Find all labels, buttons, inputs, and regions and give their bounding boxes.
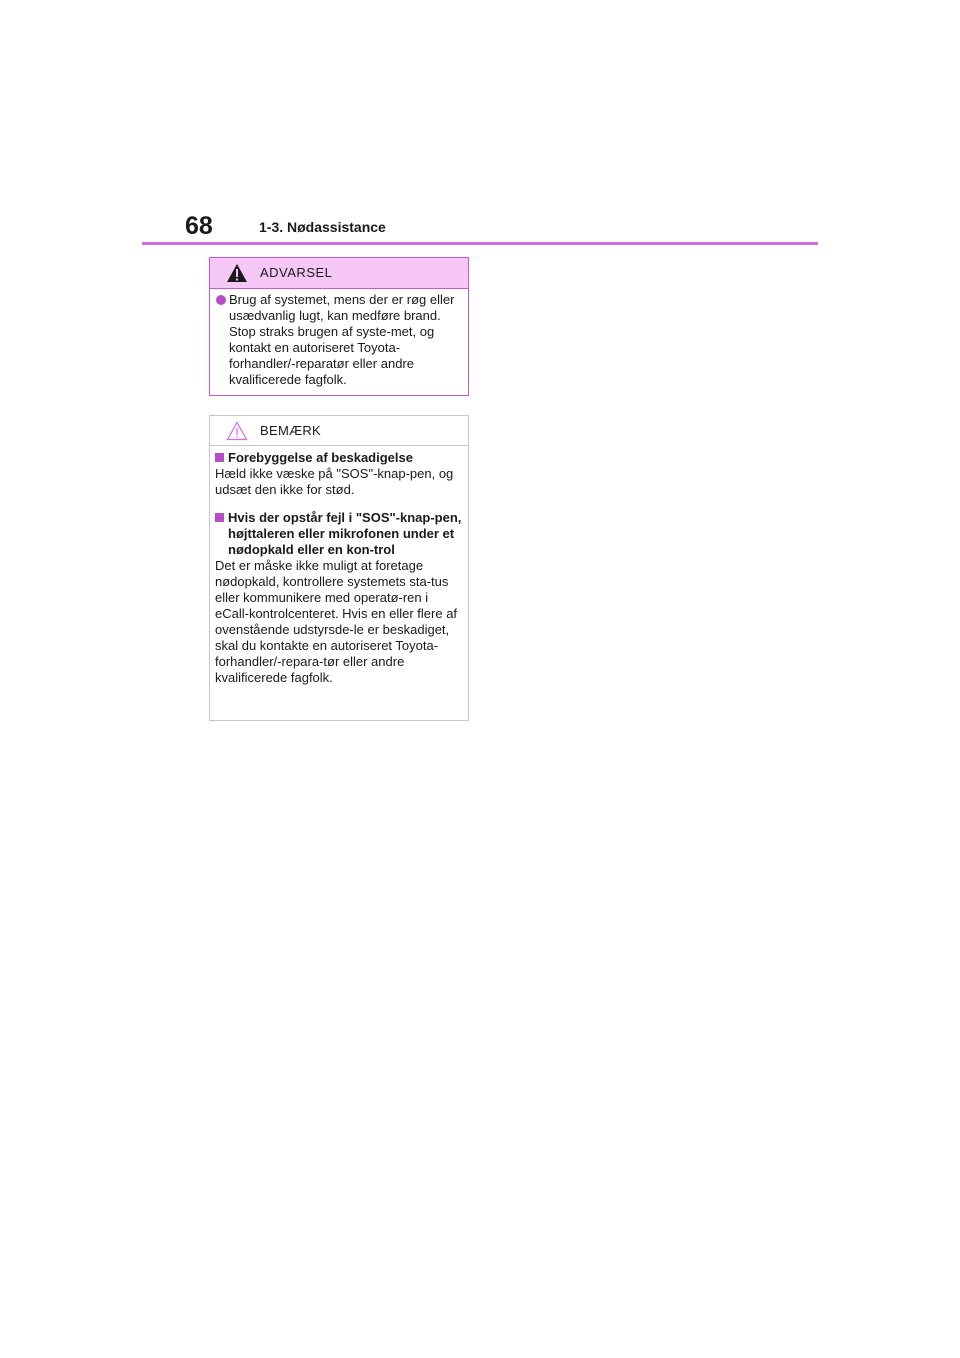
section-title: 1-3. Nødassistance	[259, 219, 386, 235]
notice-subheading	[215, 510, 462, 558]
warning-body	[210, 289, 468, 388]
notice-subheading	[215, 450, 462, 466]
warning-box	[209, 257, 469, 396]
page-number: 68	[185, 212, 213, 240]
warning-text: Brug af systemet, mens der er røg eller usædvanlig lugt, kan medføre brand. Stop straks brugen af syste-met, og kontakt en autoriseret Toyota-forhandler/-reparatør eller andre kvalificerede fagfolk.	[229, 292, 455, 387]
warning-filled-triangle-icon	[226, 263, 248, 283]
notice-paragraph: Hæld ikke væske på "SOS"-knap-pen, og udsæt den ikke for stød.	[215, 466, 454, 497]
warning-header	[210, 258, 468, 289]
header-divider	[142, 242, 818, 245]
bullet-dot-icon	[216, 295, 226, 305]
notice-paragraph: Det er måske ikke muligt at foretage nødopkald, kontrollere systemets sta-tus eller kommunikere med operatø-ren i eCall-kontrolcenteret. Hvis en eller flere af ovenstående udstyrsde-le er beskadiget, skal du kontakte en autoriseret Toyota-forhandler/-repara-tør eller andre kvalificerede fagfolk.	[215, 558, 458, 685]
notice-body	[210, 446, 468, 686]
notice-subheading-text: Forebyggelse af beskadigelse	[228, 450, 413, 465]
notice-subheading-text: Hvis der opstår fejl i "SOS"-knap-pen, højttaleren eller mikrofonen under et nødopkald eller en kon-trol	[228, 510, 462, 557]
notice-box	[209, 415, 469, 721]
square-bullet-icon	[215, 453, 224, 462]
warning-label: ADVARSEL	[260, 265, 333, 280]
notice-label: BEMÆRK	[260, 423, 322, 438]
caution-outline-triangle-icon	[226, 421, 248, 441]
notice-header	[210, 416, 468, 446]
square-bullet-icon	[215, 513, 224, 522]
